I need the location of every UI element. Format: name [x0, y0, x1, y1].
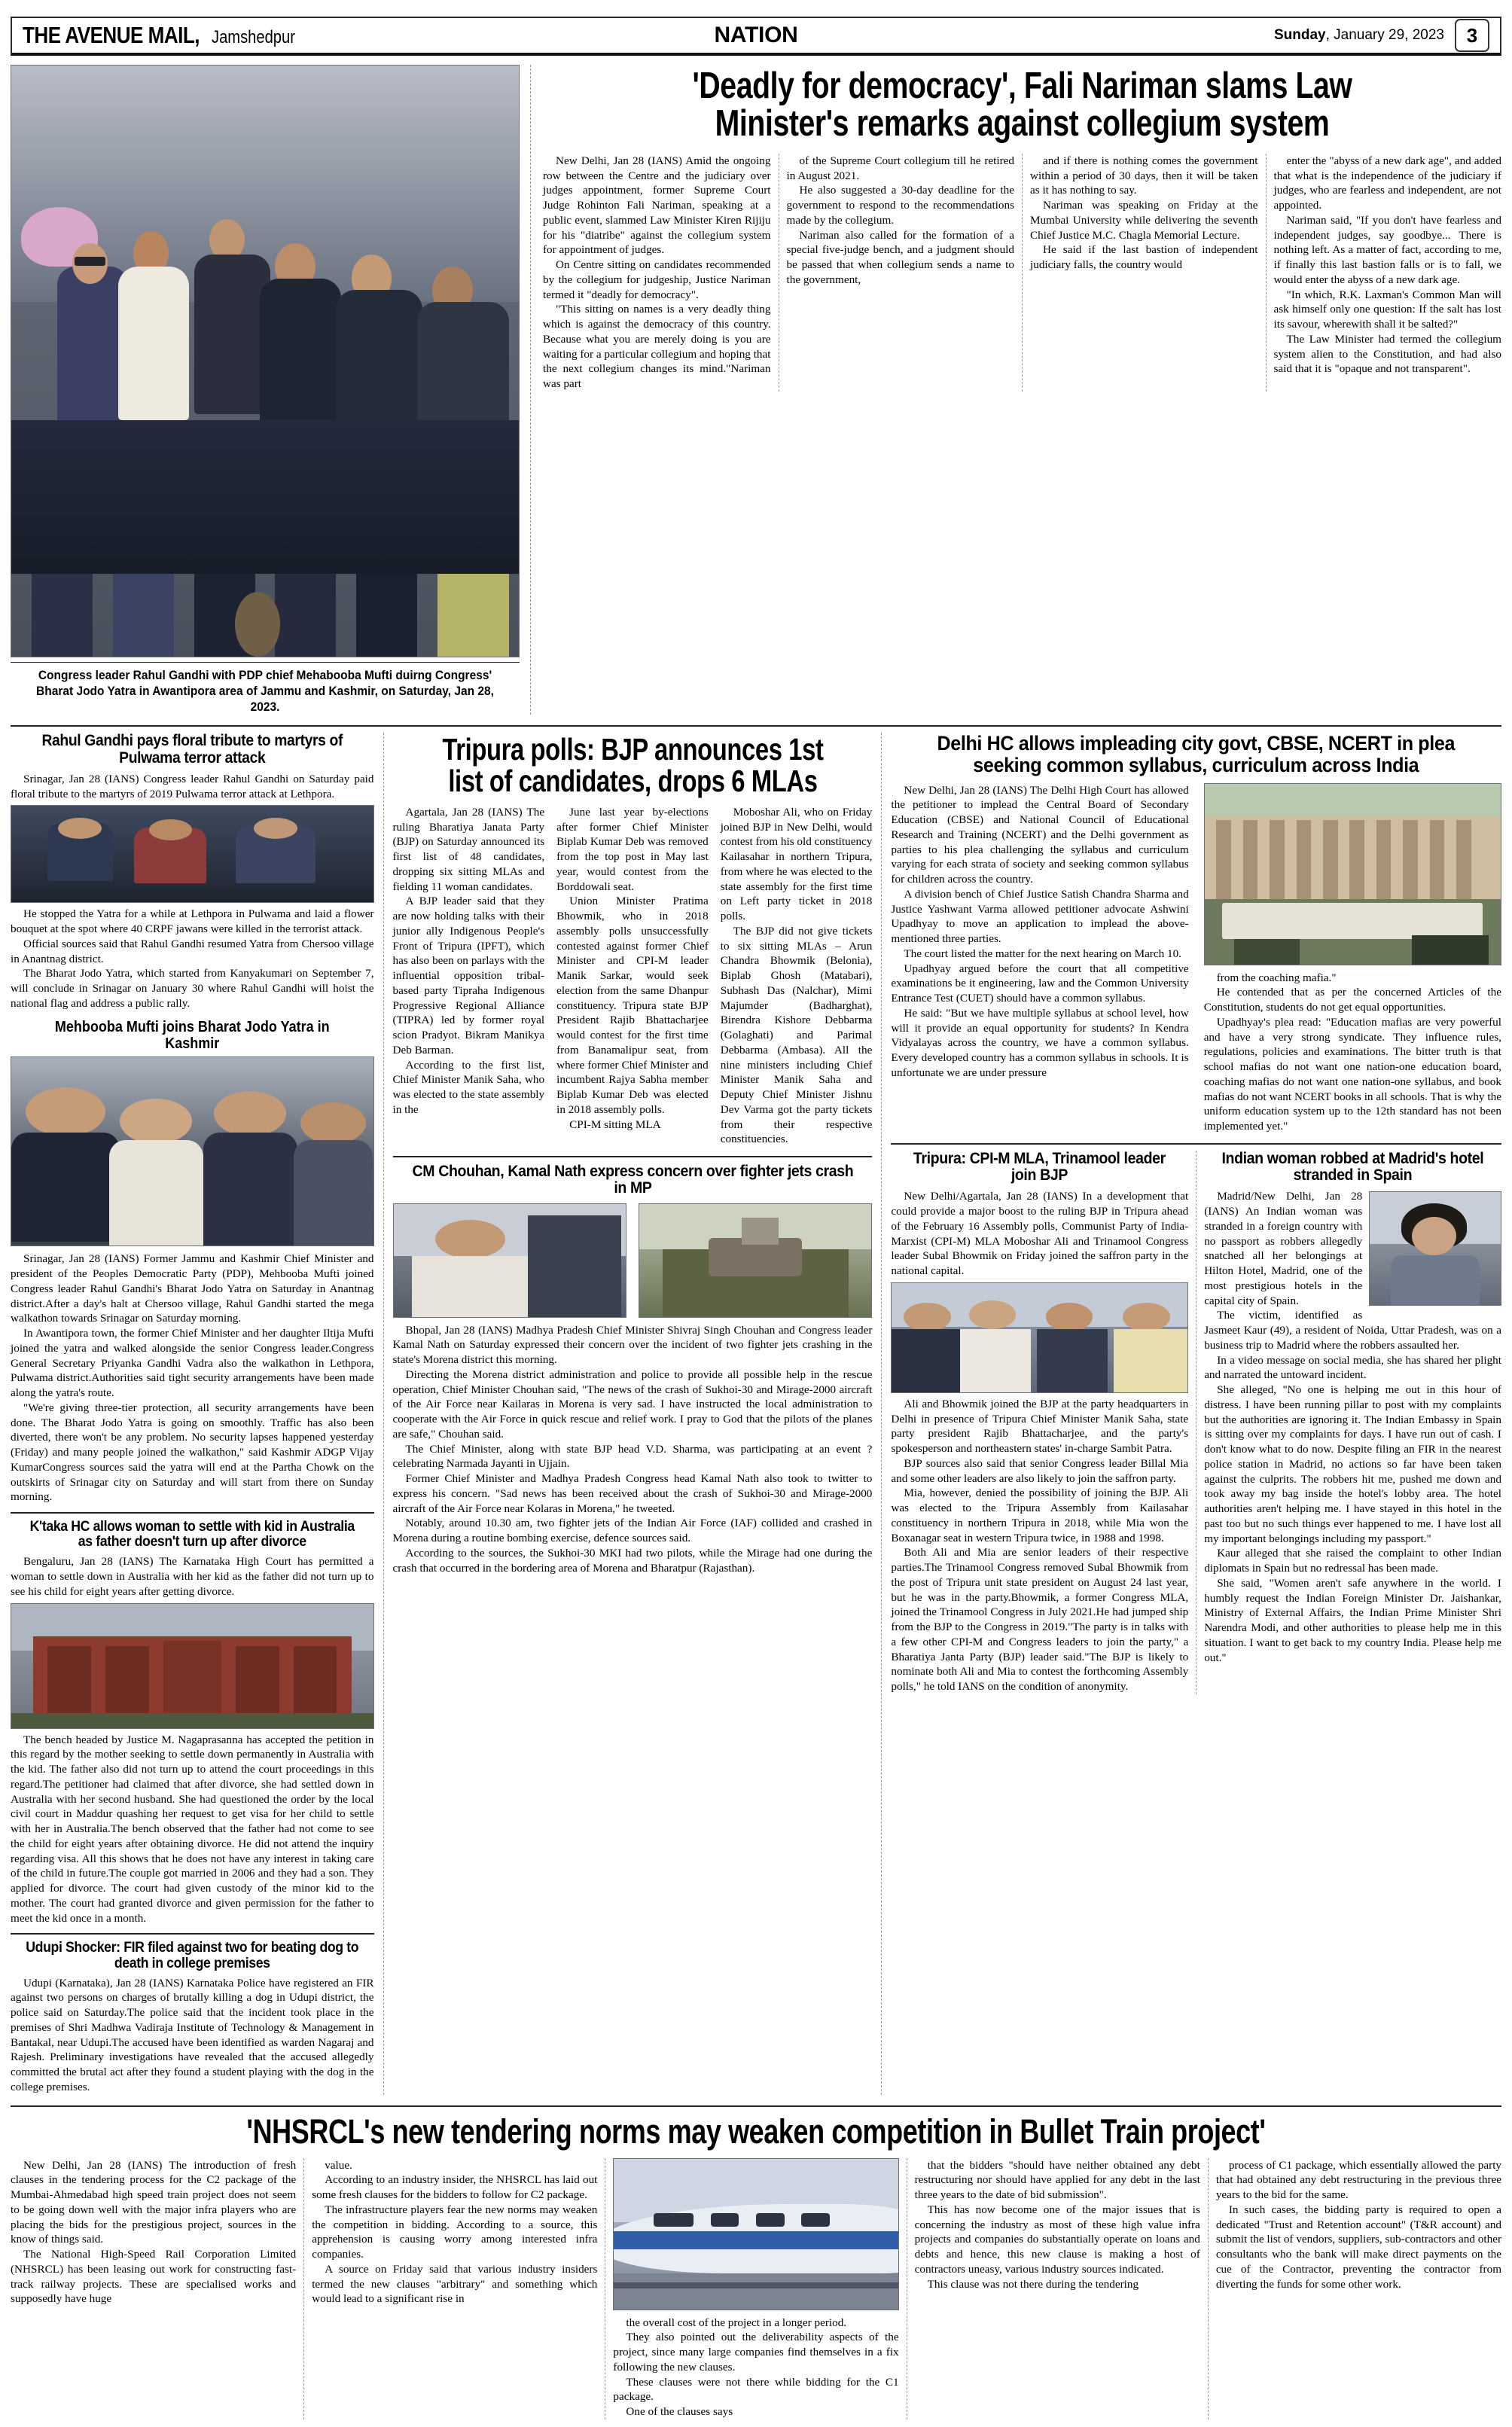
mehbooba-body: Srinagar, Jan 28 (IANS) Former Jammu and Kashmir Chief Minister and president of the Peoples Democratic Party (PDP), Mehbooba Mufti joined Congress leader Rahul Gandhi's Bharat Jodo Yatra on Saturday in Anantnag district.After a day's halt at Chersoo village, Rahul Gandhi started the mega walkathon towards Srinagar on Saturday morning. In Awantipora town, the former Chief Minister and her daughter Iltija Mufti joined the yatra and walked alongside the senior Congress leader.Congress General Secretary Priyanka Gandhi Vadra also the walkathon in Lethpora, Pulwama district.Authorities said tight security arrangements have been made along the yatra's route. "We're giving three-tier protection, all security arrangements have been done. The Bharat Jodo Yatra is going on smoothly. Traffic has also been diverted, there won't be any problem. No security lapses happened yesterday (Friday) and many people joined the walkathon," said Kashmir ADGP Vijay KumarCongress sources said the yatra will end at the Partha Chowk on the outskirts of Srinagar city on Saturday and will start from there on Sunday morning.	[11, 1252, 374, 1504]
cpim-headline: Tripura: CPI-M MLA, Trinamool leader join BJP	[913, 1149, 1166, 1185]
middle-row	[11, 733, 1501, 2094]
rahul-photo	[11, 805, 374, 903]
madrid-photo	[1369, 1191, 1501, 1306]
tripura-col-3: Moboshar Ali, who on Friday joined BJP in New Delhi, would contest from his old constituency Kailasahar in northern Tripura, from where he was elected to the state assembly for the first time on Left party ticket in 2018 polls. The BJP did not give tickets to six sitting MLAs – Arun Chandra Bhowmik (Belonia), Biplab Ghosh (Matabari), Subhash Das (Nalchar), Mimi Majumder (Badharghat), Birendra Kishore Debbarma (Golaghati) and Parimal Debbarma (Ambasa). All the nine ministers including Chief Minister Manik Saha and Deputy Chief Minister Jishnu Dev Varma got the party tickets from their respective constituencies.	[720, 805, 873, 1146]
ktaka-photo	[11, 1603, 374, 1729]
lead-col-3: and if there is nothing comes the government within a period of 30 days, then it will be taken as it has nothing to say. Nariman was speaking on Friday at the Mumbai University while delivering the seventh Chief Justice M.C. Chagla Memorial Lecture. He said if the last bastion of independent judiciary falls, the country would	[1030, 154, 1258, 272]
rahul-body: Srinagar, Jan 28 (IANS) Congress leader Rahul Gandhi on Saturday paid floral tribute to the martyrs of 2019 Pulwama terror attack at Lethpora.	[11, 772, 374, 800]
tripura-col-1: Agartala, Jan 28 (IANS) The ruling Bharatiya Janata Party (BJP) on Saturday announced its first list of 48 candidates, dropping six sitting MLAs and fielding 11 woman candidates. A BJP leader said that they are now holding talks with their junior ally Indigenous People's Front of Tripura (IPFT), which has also been on parlays with the influential opposition tribal-based party Tipraha Indigenous Progressive Regional Alliance (TIPRA) led by former royal scion Pradyot. Bikram Manikya Deb Barman. According to the first list, Chief Minister Manik Saha, who was elected to the state assembly in the	[392, 805, 545, 1116]
bullet-col-1: New Delhi, Jan 28 (IANS) The introduction of fresh clauses in the tendering process for the C2 package of the Mumbai-Ahmedabad high speed train project does not seem to be going down well with the major infra players who are placing the bids for the prestigious project, sources in the know of things said. The National High-Speed Rail Corporation Limited (NHSRCL) has been leasing out work for constructing fast-track railway projects. These are specialised works and supposedly have huge	[11, 2158, 297, 2306]
bullet-headline: 'NHSRCL's new tendering norms may weaken competition in Bullet Train project'	[246, 2111, 1266, 2151]
udupi-headline: Udupi Shocker: FIR filed against two for beating dog to death in college premises	[26, 1940, 359, 1971]
lead-col-2: of the Supreme Court collegium till he retired in August 2021. He also suggested a 30-day deadline for the government to respond to the recommendations made by the collegium. Nariman also called for the formation of a special five-judge bench, and a judgment should be passed that when collegium sends a name to the government,	[786, 154, 1014, 286]
section-name: NATION	[714, 23, 798, 47]
publication-date-text: , January 29, 2023	[1325, 27, 1444, 43]
cpim-block	[891, 1151, 1196, 1694]
lead-story	[530, 65, 1501, 715]
ktaka-headline: K'taka HC allows woman to settle with kid in Australia as father doesn't turn up after divorce	[29, 1519, 355, 1550]
ktaka-body: Bengaluru, Jan 28 (IANS) The Karnataka High Court has permitted a woman to settle down in Australia with her kid as the father did not turn up to see his child for eight years after getting divorce.	[11, 1555, 374, 1598]
delhihc-col-1: New Delhi, Jan 28 (IANS) The Delhi High Court has allowed the petitioner to implead the Central Board of Secondary Education (CBSE) and National Council of Educational Research and Training (NCERT) and the Delhi government as parties to his plea challenging the syllabus and curriculum varying for each strata of society and seeking common syllabus for children across the country. A division bench of Chief Justice Satish Chandra Sharma and Justice Yashwant Varma allowed petitioner advocate Ashwini Upadhyay to move an application to implead the above-mentioned three parties. The court listed the matter for the next hearing on March 10. Upadhyay argued before the court that all competitive examinations be it engineering, law and the Common University Entrance Test (CUET) should have a common syllabus. He said: "But we have multiple syllabus at school level, how will it provide an equal opportunity for students? In Kendra Vidyalayas across the country, we have a common syllabus. Every developed country has a common syllabus in schools. It is unfortunate we are under pressure	[891, 783, 1189, 1079]
bullet-col-4: that the bidders "should have neither obtained any debt restructuring nor should have applied for any debt in the last three years to the date of bid submission". This has now become one of the major issues that is concerning the industry as most of these high value infra projects and companies do substantially operate on loans and debts and hence, this new clause is making a host of contractors uneasy, various industry sources indicated. This clause was not there during the tendering	[914, 2158, 1200, 2291]
lead-block	[11, 65, 1501, 715]
column-c	[882, 733, 1501, 2094]
delhihc-photo	[1204, 783, 1501, 965]
lead-photo	[11, 65, 520, 657]
newspaper-title: THE AVENUE MAIL,	[23, 22, 200, 48]
bullet-train-block	[11, 2111, 1502, 2419]
rahul-headline: Rahul Gandhi pays floral tribute to martyrs of Pulwama terror attack	[41, 732, 343, 767]
madrid-body: Madrid/New Delhi, Jan 28 (IANS) An Indian woman was stranded in a foreign country with no passport as robbers allegedly snatched all her belongings at Hilton Hotel, Madrid, one of the most prestigious hotels in the capital city of Spain. The victim, identified as Jasmeet Kaur (49), a resident of Noida, Uttar Pradesh, was on a business trip to Madrid where the robbers assaulted her. In a video message on social media, she has shared her plight and narrated the untoward incident. She alleged, "No one is helping me out in this hour of distress. I have been running pillar to post with my complaints but the authorities are ignoring it. The Indian Embassy in Spain is sitting over my complaints for days. I have run out of cash. I don't know what to do now. Despite filing an FIR in the nearest police station in Madrid, no actions so far have been taken against the culprits. The robbers hit me, pushed me down and took away my bag inside the hotel's lobby area. The hotel authorities aren't helping me. I have stayed in this hotel in the past too but no such things ever happened to me. I have lost all my important belongings including my passport." Kaur alleged that she raised the complaint to other Indian diplomats in Spain but no redressal has been made. She said, "Women aren't safe anywhere in the world. I humbly request the Indian Foreign Minister Dr. Jaishankar, Ministry of External Affairs, the Indian Prime Minister Shri Narendra Modi, and other authorities to please help me in this situation. I want to get back to my country India. Please help me out."	[1204, 1190, 1501, 1664]
tripura-headline: Tripura polls: BJP announces 1st list of candidates, drops 6 MLAs	[441, 732, 823, 799]
delhihc-col-2: from the coaching mafia." He contended that as per the concerned Articles of the Constitution, students do not get equal opportunities. Upadhyay's plea read: "Education mafias are very powerful and have a very strong syndicate. They influence rules, regulations, policies and examinations. The bitter truth is that school mafias do not want one nation-one education board, coaching mafias do not want one nation-one syllabus, and book mafias do not want NCERT books in all schools. That is why the uniform education system up to the 12th standard has not been implemented yet."	[1203, 971, 1501, 1133]
publication-date	[1274, 27, 1444, 44]
mehbooba-subhead: Mehbooba Mufti joins Bharat Jodo Yatra in Kashmir	[54, 1018, 330, 1052]
lead-col-1: New Delhi, Jan 28 (IANS) Amid the ongoing row between the Centre and the judiciary over judges appointment, former Supreme Court Judge Rohinton Fali Nariman, speaking at a public event, slammed Law Minister Kiren Rijiju for his "diatribe" against the collegium system for appointment of judges. On Centre sitting on candidates recommended by the collegium for judgeship, Justice Nariman termed it "deadly for democracy". "This sitting on names is a very deadly thing which is against the democracy of this country. Because what you are merely doing is you are waiting for a particular collegium and hoping that the next collegium changes its mind."Nariman was part	[543, 154, 771, 391]
lead-headline: 'Deadly for democracy', Fali Nariman slams Law Minister's remarks against collegium system	[692, 66, 1352, 144]
madrid-block	[1196, 1151, 1501, 1694]
publication-day: Sunday	[1273, 27, 1326, 43]
lead-col-4: enter the "abyss of a new dark age", and added that what is the independence of the judiciary if judges, who are fearless and independent, are not appointed. Nariman said, "If you don't have fearless and independent judges, say goodbye... There is nothing left. As a matter of fact, according to me, if finally this last bastion falls or is to fall, we would enter the abyss of a new dark age. "In which, R.K. Laxman's Common Man will ask himself only one question: If the salt has lost its savour, wherewith shall it be salted?" The Law Minister had termed the collegium system alien to the Constitution, and had also said that it is "opaque and not transparent".	[1273, 154, 1501, 376]
bullet-train-photo	[613, 2158, 898, 2310]
delhihc-headline: Delhi HC allows impleading city govt, CBSE, NCERT in plea seeking common syllabus, curriculum across India	[937, 732, 1456, 776]
cpim-body: New Delhi/Agartala, Jan 28 (IANS) In a development that could provide a major boost to the ruling BJP in Tripura ahead of the February 16 Assembly polls, Communist Party of India-Marxist (CPI-M) MLA Moboshar Ali and Trinamool Congress leader Subal Bhowmik on Friday joined the saffron party in the national capital.	[891, 1190, 1189, 1278]
newspaper-city: Jamshedpur	[211, 27, 295, 47]
udupi-body: Udupi (Karnataka), Jan 28 (IANS) Karnataka Police have registered an FIR against two persons on charges of brutally killing a dog in Udupi district, the police said on Saturday.The police said that the incident took place in the premises of Shri Madhwa Vadiraja Institute of Technology & Management in Bantakal, near Udupi.The accused have been identified as warden Nagaraj and Rajesh. Preliminary investigations have revealed that the accused allegedly committed the brutal act after they found a student playing with the dog in the college premises.	[11, 1976, 374, 2093]
tripura-col-2: June last year by-elections after former Chief Minister Biplab Kumar Deb was removed from the top post in May last year, would contest from the Borddowali seat. Union Minister Pratima Bhowmik, who in 2018 assembly polls unsuccessfully contested against former Chief Minister and CPI-M leader Manik Sarkar, would seek election from the same Dhanpur constituency. Tripura state BJP President Rajib Bhattacharjee would contest for the first time from Banamalipur seat, from where former Chief Minister and incumbent Rajya Sabha member Biplab Kumar Deb was elected in 2018 assembly polls. CPI-M sitting MLA	[556, 805, 709, 1131]
bullet-col-5: process of C1 package, which essentially allowed the party that had obtained any debt restructuring in the previous three years to the bid for the same. In such cases, the bidding party is required to open a dedicated "Trust and Retention account" (T&R account) and submit the list of vendors, suppliers, sub-contractors and other consultants who the bank will make direct payments on the cue of the Contractor, preventing the contractor from diverting the funds for some other work.	[1215, 2158, 1502, 2291]
lead-photo-wrap	[11, 65, 520, 715]
page-number: 3	[1455, 19, 1489, 52]
cpim-photo	[891, 1282, 1188, 1393]
column-a	[11, 733, 384, 2094]
bullet-col-2: value. According to an industry insider, the NHSRCL has laid out some fresh clauses for the bidders to follow for C2 package. The infrastructure players fear the new norms may weaken the competition in bidding. According to a source, this apprehension is causing worry among interested infra companies. A source on Friday said that various industry insiders termed the new clauses "arbitrary" and something which would lead to a significant rise in	[312, 2158, 598, 2306]
mp-photo-1	[393, 1203, 626, 1318]
mehbooba-photo	[11, 1056, 374, 1246]
mp-body: Bhopal, Jan 28 (IANS) Madhya Pradesh Chief Minister Shivraj Singh Chouhan and Congress leader Kamal Nath on Saturday expressed their concern over the incident of two fighter jets crashing in the state's Morena district this morning. Directing the Morena district administration and police to provide all possible help in the rescue operation, Chief Minister Chouhan said, "The news of the crash of Sukhoi-30 and Mirage-2000 aircraft of the Air Force near Kailaras in Morena is very sad. I have instructed the local administration to cooperate with the Air Force in quick rescue and relief work. I pray to God that the pilots of the planes are safe," Chouhan said. The Chief Minister, along with state BJP head V.D. Sharma, was participating at an event ?celebrating Narmada Jayanti in Ujjain. Former Chief Minister and Madhya Pradesh Congress head Kamal Nath also took to twitter to express his concern. "Sad news has been received about the crash of Sukhoi-30 and Mirage-2000 aircraft of the Air Force near Kolaras in Morena," he tweeted. Notably, around 10.30 am, two fighter jets of the Indian Air Force (IAF) collided and crashed in Morena during a routine bombing exercise, defence sources said. According to the sources, the Sukhoi-30 MKI had two pilots, while the Mirage had one during the crash that occurred in the bordering area of Morena and Bharatpur (Rajasthan).	[392, 1323, 873, 1575]
cpim-body-2: Ali and Bhowmik joined the BJP at the party headquarters in Delhi in presence of Tripura Chief Minister Manik Saha, state party president Rajib Bhattacharjee, and the party's spokesperson and northeastern states' in-charge Sambit Patra. BJP sources also said that senior Congress leader Billal Mia and some other leaders are also likely to join the saffron party. Mia, however, denied the possibility of joining the BJP. Ali was elected to the Tripura Assembly from Kailasahar constituency in northern Tripura in 2018, while Mia won the Boxanagar seat in western Tripura twice, in 1988 and 1998. Both Ali and Mia are senior leaders of their respective parties.The Trinamool Congress removed Subal Bhowmik from the post of Tripura unit state president on August 24 last year, but he was in the party.Bhowmik, a former Congress MLA, joined the Trinamool Congress in July 2021.He had jumped ship from the BJP to the Congress in 2019."The party is in talks with a few other CPI-M and Congress leaders to join the party," a Bharatiya Janta Party (BJP) leader said."The BJP is likely to nominate both Ali and Mia to contest the forthcoming Assembly polls," he told IANS on the condition of anonymity.	[891, 1397, 1189, 1694]
rahul-body-2: He stopped the Yatra for a while at Lethpora in Pulwama and laid a flower bouquet at the spot where 40 CRPF jawans were killed in the terrorist attack. Official sources said that Rahul Gandhi resumed Yatra from Chersoo village in Anantnag district. The Bharat Jodo Yatra, which started from Kanyakumari on September 7, will conclude in Srinagar on January 30 where Rahul Gandhi will hoist the national flag and address a public rally.	[11, 907, 374, 1010]
madrid-headline: Indian woman robbed at Madrid's hotel stranded in Spain	[1221, 1149, 1484, 1185]
column-b	[384, 733, 883, 2094]
masthead-right	[1274, 19, 1489, 52]
bullet-col-3: the overall cost of the project in a longer period. They also pointed out the deliverability aspects of the project, since many large companies find themselves in a fix following the new clauses. These clauses were not there while bidding for the C1 package. One of the clauses says	[613, 2316, 899, 2419]
lead-photo-caption: Congress leader Rahul Gandhi with PDP chief Mehabooba Mufti duirng Congress' Bharat Jodo Yatra in Awantipora area of Jammu and Kashmir, on Saturday, Jan 28, 2023.	[36, 669, 494, 714]
mp-photo-2	[639, 1203, 872, 1318]
mp-headline: CM Chouhan, Kamal Nath express concern over fighter jets crash in MP	[412, 1163, 853, 1197]
ktaka-body-2: The bench headed by Justice M. Nagaprasanna has accepted the petition in this regard by the mother seeking to settle down permanently in Australia with the kid. The father also did not turn up to attend the court proceedings in this regard.The petitioner had claimed that after divorce, she had settled down in Australia with her second husband. She had questioned the order by the local civil court in Maddur quashing her request to get visa for her child to settle with her in Australia.The bench observed that the father had not come to see the child for eight years after obtaining divorce. He did not attend the inquiry regarding visa. All this shows that he does not have any interest in taking care of the child in future.The couple got married in 2006 and they had a son. They applied for divorce. The court had given custody of the minor kid to the mother. The court had granted divorce and given permission for the father to meet the kid once in a month.	[11, 1733, 374, 1925]
masthead	[11, 17, 1501, 56]
